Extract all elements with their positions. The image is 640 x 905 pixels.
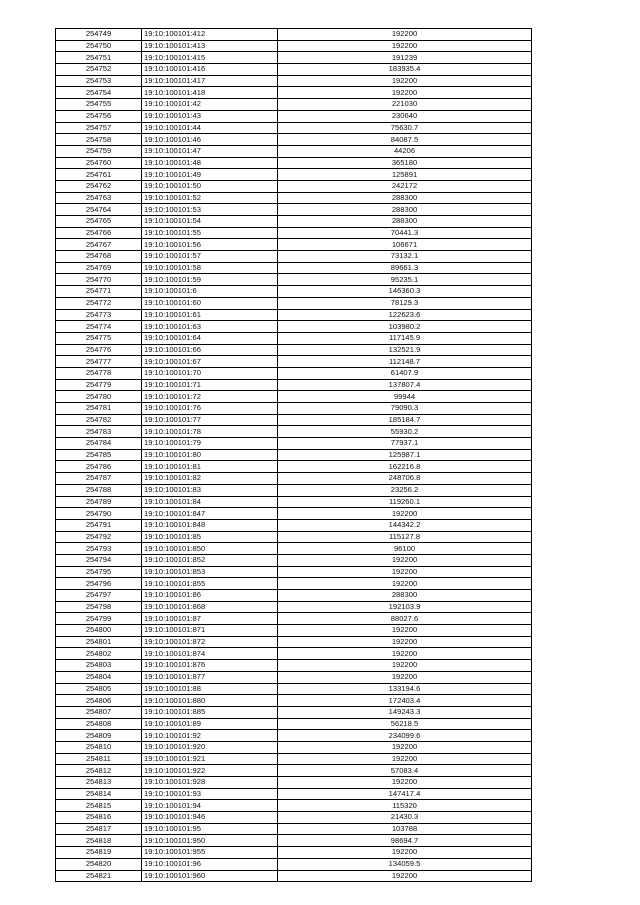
row-number-cell: 254798 xyxy=(56,601,142,613)
value-cell: 172403.4 xyxy=(278,695,532,707)
value-cell: 112148.7 xyxy=(278,356,532,368)
value-cell: 79090.3 xyxy=(278,403,532,415)
value-cell: 119260.1 xyxy=(278,496,532,508)
table-row xyxy=(56,52,532,64)
table-row xyxy=(56,788,532,800)
row-number-cell: 254790 xyxy=(56,508,142,520)
cadastral-number-cell: 19:10:100101:853 xyxy=(142,566,278,578)
row-number-cell: 254757 xyxy=(56,122,142,134)
cadastral-number-cell: 19:10:100101:71 xyxy=(142,379,278,391)
row-number-cell: 254792 xyxy=(56,531,142,543)
row-number-cell: 254780 xyxy=(56,391,142,403)
cadastral-number-cell: 19:10:100101:66 xyxy=(142,344,278,356)
value-cell: 132521.9 xyxy=(278,344,532,356)
cadastral-number-cell: 19:10:100101:874 xyxy=(142,648,278,660)
row-number-cell: 254765 xyxy=(56,216,142,228)
cadastral-number-cell: 19:10:100101:850 xyxy=(142,543,278,555)
row-number-cell: 254756 xyxy=(56,110,142,122)
row-number-cell: 254751 xyxy=(56,52,142,64)
table-row xyxy=(56,180,532,192)
table-row xyxy=(56,227,532,239)
row-number-cell: 254776 xyxy=(56,344,142,356)
cadastral-number-cell: 19:10:100101:921 xyxy=(142,753,278,765)
cadastral-number-cell: 19:10:100101:93 xyxy=(142,788,278,800)
value-cell: 61407.9 xyxy=(278,367,532,379)
row-number-cell: 254778 xyxy=(56,367,142,379)
table-row xyxy=(56,110,532,122)
row-number-cell: 254795 xyxy=(56,566,142,578)
row-number-cell: 254769 xyxy=(56,262,142,274)
table-row xyxy=(56,718,532,730)
value-cell: 192200 xyxy=(278,625,532,637)
value-cell: 21430.3 xyxy=(278,812,532,824)
row-number-cell: 254813 xyxy=(56,777,142,789)
row-number-cell: 254820 xyxy=(56,858,142,870)
table-row xyxy=(56,145,532,157)
table-row xyxy=(56,414,532,426)
value-cell: 103980.2 xyxy=(278,321,532,333)
row-number-cell: 254808 xyxy=(56,718,142,730)
table-row xyxy=(56,683,532,695)
value-cell: 134059.5 xyxy=(278,858,532,870)
cadastral-number-cell: 19:10:100101:871 xyxy=(142,625,278,637)
table-row xyxy=(56,858,532,870)
value-cell: 77937.1 xyxy=(278,438,532,450)
cadastral-number-cell: 19:10:100101:868 xyxy=(142,601,278,613)
cadastral-number-cell: 19:10:100101:80 xyxy=(142,449,278,461)
row-number-cell: 254775 xyxy=(56,332,142,344)
value-cell: 192200 xyxy=(278,508,532,520)
table-row xyxy=(56,157,532,169)
table-row xyxy=(56,64,532,76)
value-cell: 117145.9 xyxy=(278,332,532,344)
cadastral-number-cell: 19:10:100101:950 xyxy=(142,835,278,847)
cadastral-number-cell: 19:10:100101:852 xyxy=(142,554,278,566)
table-row xyxy=(56,87,532,99)
cadastral-number-cell: 19:10:100101:6 xyxy=(142,286,278,298)
cadastral-number-cell: 19:10:100101:885 xyxy=(142,706,278,718)
value-cell: 115127.8 xyxy=(278,531,532,543)
row-number-cell: 254805 xyxy=(56,683,142,695)
cadastral-number-cell: 19:10:100101:922 xyxy=(142,765,278,777)
value-cell: 99944 xyxy=(278,391,532,403)
table-row xyxy=(56,777,532,789)
table-row xyxy=(56,695,532,707)
cadastral-number-cell: 19:10:100101:61 xyxy=(142,309,278,321)
value-cell: 149243.3 xyxy=(278,706,532,718)
table-row xyxy=(56,169,532,181)
table-row xyxy=(56,262,532,274)
value-cell: 192200 xyxy=(278,753,532,765)
value-cell: 137807.4 xyxy=(278,379,532,391)
value-cell: 242172 xyxy=(278,180,532,192)
table-row xyxy=(56,753,532,765)
value-cell: 122623.6 xyxy=(278,309,532,321)
value-cell: 55930.2 xyxy=(278,426,532,438)
row-number-cell: 254779 xyxy=(56,379,142,391)
cadastral-number-cell: 19:10:100101:82 xyxy=(142,473,278,485)
row-number-cell: 254807 xyxy=(56,706,142,718)
value-cell: 98694.7 xyxy=(278,835,532,847)
row-number-cell: 254768 xyxy=(56,251,142,263)
row-number-cell: 254810 xyxy=(56,741,142,753)
cadastral-number-cell: 19:10:100101:46 xyxy=(142,134,278,146)
row-number-cell: 254785 xyxy=(56,449,142,461)
table-row xyxy=(56,636,532,648)
table-row xyxy=(56,625,532,637)
row-number-cell: 254764 xyxy=(56,204,142,216)
table-row xyxy=(56,613,532,625)
table-row xyxy=(56,508,532,520)
cadastral-number-cell: 19:10:100101:848 xyxy=(142,519,278,531)
table-row xyxy=(56,706,532,718)
row-number-cell: 254800 xyxy=(56,625,142,637)
cadastral-number-cell: 19:10:100101:70 xyxy=(142,367,278,379)
table-row xyxy=(56,344,532,356)
cadastral-number-cell: 19:10:100101:960 xyxy=(142,870,278,882)
cadastral-number-cell: 19:10:100101:48 xyxy=(142,157,278,169)
row-number-cell: 254758 xyxy=(56,134,142,146)
cadastral-number-cell: 19:10:100101:52 xyxy=(142,192,278,204)
row-number-cell: 254773 xyxy=(56,309,142,321)
row-number-cell: 254766 xyxy=(56,227,142,239)
value-cell: 44206 xyxy=(278,145,532,157)
table-row xyxy=(56,403,532,415)
table-row xyxy=(56,823,532,835)
table-row xyxy=(56,286,532,298)
row-number-cell: 254817 xyxy=(56,823,142,835)
cadastral-number-cell: 19:10:100101:880 xyxy=(142,695,278,707)
table-row xyxy=(56,356,532,368)
value-cell: 192200 xyxy=(278,578,532,590)
row-number-cell: 254821 xyxy=(56,870,142,882)
cadastral-value-table xyxy=(55,28,532,882)
value-cell: 288300 xyxy=(278,204,532,216)
cadastral-number-cell: 19:10:100101:53 xyxy=(142,204,278,216)
cadastral-number-cell: 19:10:100101:72 xyxy=(142,391,278,403)
cadastral-number-cell: 19:10:100101:96 xyxy=(142,858,278,870)
cadastral-number-cell: 19:10:100101:64 xyxy=(142,332,278,344)
row-number-cell: 254774 xyxy=(56,321,142,333)
row-number-cell: 254803 xyxy=(56,660,142,672)
cadastral-number-cell: 19:10:100101:87 xyxy=(142,613,278,625)
table-row xyxy=(56,566,532,578)
cadastral-number-cell: 19:10:100101:94 xyxy=(142,800,278,812)
row-number-cell: 254818 xyxy=(56,835,142,847)
value-cell: 73132.1 xyxy=(278,251,532,263)
table-row xyxy=(56,122,532,134)
table-row xyxy=(56,554,532,566)
table-row xyxy=(56,379,532,391)
row-number-cell: 254793 xyxy=(56,543,142,555)
value-cell: 70441.3 xyxy=(278,227,532,239)
value-cell: 192200 xyxy=(278,847,532,859)
table-row xyxy=(56,601,532,613)
value-cell: 192200 xyxy=(278,554,532,566)
table-row xyxy=(56,321,532,333)
table-row xyxy=(56,531,532,543)
table-row xyxy=(56,75,532,87)
row-number-cell: 254788 xyxy=(56,484,142,496)
cadastral-number-cell: 19:10:100101:83 xyxy=(142,484,278,496)
cadastral-number-cell: 19:10:100101:877 xyxy=(142,671,278,683)
table-row xyxy=(56,192,532,204)
cadastral-number-cell: 19:10:100101:418 xyxy=(142,87,278,99)
table-row xyxy=(56,332,532,344)
row-number-cell: 254782 xyxy=(56,414,142,426)
row-number-cell: 254814 xyxy=(56,788,142,800)
table-row xyxy=(56,251,532,263)
table-row xyxy=(56,496,532,508)
cadastral-number-cell: 19:10:100101:872 xyxy=(142,636,278,648)
value-cell: 88027.6 xyxy=(278,613,532,625)
cadastral-number-cell: 19:10:100101:84 xyxy=(142,496,278,508)
row-number-cell: 254804 xyxy=(56,671,142,683)
cadastral-number-cell: 19:10:100101:86 xyxy=(142,590,278,602)
table-row xyxy=(56,578,532,590)
value-cell: 162216.8 xyxy=(278,461,532,473)
value-cell: 248706.8 xyxy=(278,473,532,485)
value-cell: 365180 xyxy=(278,157,532,169)
row-number-cell: 254786 xyxy=(56,461,142,473)
cadastral-number-cell: 19:10:100101:89 xyxy=(142,718,278,730)
row-number-cell: 254772 xyxy=(56,297,142,309)
value-cell: 106671 xyxy=(278,239,532,251)
row-number-cell: 254777 xyxy=(56,356,142,368)
cadastral-number-cell: 19:10:100101:415 xyxy=(142,52,278,64)
table-row xyxy=(56,426,532,438)
row-number-cell: 254781 xyxy=(56,403,142,415)
table-row xyxy=(56,835,532,847)
cadastral-number-cell: 19:10:100101:54 xyxy=(142,216,278,228)
table-row xyxy=(56,590,532,602)
table-row xyxy=(56,461,532,473)
row-number-cell: 254799 xyxy=(56,613,142,625)
row-number-cell: 254761 xyxy=(56,169,142,181)
cadastral-number-cell: 19:10:100101:85 xyxy=(142,531,278,543)
value-cell: 84087.5 xyxy=(278,134,532,146)
row-number-cell: 254806 xyxy=(56,695,142,707)
cadastral-number-cell: 19:10:100101:417 xyxy=(142,75,278,87)
row-number-cell: 254809 xyxy=(56,730,142,742)
row-number-cell: 254762 xyxy=(56,180,142,192)
row-number-cell: 254771 xyxy=(56,286,142,298)
row-number-cell: 254752 xyxy=(56,64,142,76)
value-cell: 191239 xyxy=(278,52,532,64)
table-row xyxy=(56,40,532,52)
table-row xyxy=(56,870,532,882)
table-row xyxy=(56,660,532,672)
cadastral-number-cell: 19:10:100101:416 xyxy=(142,64,278,76)
row-number-cell: 254812 xyxy=(56,765,142,777)
cadastral-number-cell: 19:10:100101:60 xyxy=(142,297,278,309)
row-number-cell: 254815 xyxy=(56,800,142,812)
table-row xyxy=(56,449,532,461)
row-number-cell: 254767 xyxy=(56,239,142,251)
value-cell: 288300 xyxy=(278,216,532,228)
value-cell: 185184.7 xyxy=(278,414,532,426)
cadastral-number-cell: 19:10:100101:49 xyxy=(142,169,278,181)
row-number-cell: 254797 xyxy=(56,590,142,602)
value-cell: 57083.4 xyxy=(278,765,532,777)
value-cell: 95235.1 xyxy=(278,274,532,286)
row-number-cell: 254759 xyxy=(56,145,142,157)
cadastral-number-cell: 19:10:100101:847 xyxy=(142,508,278,520)
cadastral-number-cell: 19:10:100101:77 xyxy=(142,414,278,426)
cadastral-number-cell: 19:10:100101:43 xyxy=(142,110,278,122)
value-cell: 192200 xyxy=(278,648,532,660)
value-cell: 78129.3 xyxy=(278,297,532,309)
table-row xyxy=(56,297,532,309)
table-body xyxy=(56,29,532,882)
row-number-cell: 254755 xyxy=(56,99,142,111)
cadastral-number-cell: 19:10:100101:413 xyxy=(142,40,278,52)
table-row xyxy=(56,367,532,379)
row-number-cell: 254796 xyxy=(56,578,142,590)
cadastral-number-cell: 19:10:100101:47 xyxy=(142,145,278,157)
cadastral-number-cell: 19:10:100101:946 xyxy=(142,812,278,824)
value-cell: 192200 xyxy=(278,777,532,789)
table-row xyxy=(56,134,532,146)
value-cell: 192200 xyxy=(278,870,532,882)
cadastral-number-cell: 19:10:100101:81 xyxy=(142,461,278,473)
value-cell: 183935.4 xyxy=(278,64,532,76)
cadastral-number-cell: 19:10:100101:928 xyxy=(142,777,278,789)
row-number-cell: 254811 xyxy=(56,753,142,765)
row-number-cell: 254754 xyxy=(56,87,142,99)
table-row xyxy=(56,730,532,742)
cadastral-number-cell: 19:10:100101:920 xyxy=(142,741,278,753)
value-cell: 125987.1 xyxy=(278,449,532,461)
cadastral-number-cell: 19:10:100101:57 xyxy=(142,251,278,263)
value-cell: 234099.6 xyxy=(278,730,532,742)
value-cell: 288300 xyxy=(278,192,532,204)
cadastral-number-cell: 19:10:100101:59 xyxy=(142,274,278,286)
value-cell: 230640 xyxy=(278,110,532,122)
value-cell: 89661.3 xyxy=(278,262,532,274)
cadastral-number-cell: 19:10:100101:876 xyxy=(142,660,278,672)
cadastral-number-cell: 19:10:100101:42 xyxy=(142,99,278,111)
row-number-cell: 254749 xyxy=(56,29,142,41)
value-cell: 192103.9 xyxy=(278,601,532,613)
cadastral-number-cell: 19:10:100101:88 xyxy=(142,683,278,695)
table-row xyxy=(56,741,532,753)
cadastral-number-cell: 19:10:100101:58 xyxy=(142,262,278,274)
row-number-cell: 254801 xyxy=(56,636,142,648)
table-row xyxy=(56,671,532,683)
value-cell: 192200 xyxy=(278,636,532,648)
table-row xyxy=(56,800,532,812)
cadastral-number-cell: 19:10:100101:67 xyxy=(142,356,278,368)
table-row xyxy=(56,216,532,228)
table-row xyxy=(56,438,532,450)
cadastral-number-cell: 19:10:100101:955 xyxy=(142,847,278,859)
cadastral-number-cell: 19:10:100101:56 xyxy=(142,239,278,251)
row-number-cell: 254802 xyxy=(56,648,142,660)
row-number-cell: 254794 xyxy=(56,554,142,566)
table-row xyxy=(56,239,532,251)
row-number-cell: 254753 xyxy=(56,75,142,87)
cadastral-number-cell: 19:10:100101:92 xyxy=(142,730,278,742)
table-row xyxy=(56,847,532,859)
value-cell: 125891 xyxy=(278,169,532,181)
table-row xyxy=(56,812,532,824)
cadastral-number-cell: 19:10:100101:78 xyxy=(142,426,278,438)
value-cell: 146360.3 xyxy=(278,286,532,298)
cadastral-number-cell: 19:10:100101:855 xyxy=(142,578,278,590)
value-cell: 56218.5 xyxy=(278,718,532,730)
table-row xyxy=(56,473,532,485)
cadastral-number-cell: 19:10:100101:79 xyxy=(142,438,278,450)
cadastral-number-cell: 19:10:100101:76 xyxy=(142,403,278,415)
cadastral-number-cell: 19:10:100101:412 xyxy=(142,29,278,41)
row-number-cell: 254770 xyxy=(56,274,142,286)
cadastral-number-cell: 19:10:100101:50 xyxy=(142,180,278,192)
table-row xyxy=(56,519,532,531)
row-number-cell: 254787 xyxy=(56,473,142,485)
value-cell: 96100 xyxy=(278,543,532,555)
row-number-cell: 254783 xyxy=(56,426,142,438)
row-number-cell: 254819 xyxy=(56,847,142,859)
table-row xyxy=(56,309,532,321)
row-number-cell: 254816 xyxy=(56,812,142,824)
value-cell: 192200 xyxy=(278,671,532,683)
value-cell: 133194.6 xyxy=(278,683,532,695)
table-row xyxy=(56,543,532,555)
row-number-cell: 254760 xyxy=(56,157,142,169)
table-row xyxy=(56,204,532,216)
value-cell: 192200 xyxy=(278,40,532,52)
table-row xyxy=(56,99,532,111)
table-row xyxy=(56,274,532,286)
value-cell: 288300 xyxy=(278,590,532,602)
value-cell: 147417.4 xyxy=(278,788,532,800)
value-cell: 192200 xyxy=(278,566,532,578)
value-cell: 192200 xyxy=(278,29,532,41)
cadastral-number-cell: 19:10:100101:95 xyxy=(142,823,278,835)
cadastral-number-cell: 19:10:100101:44 xyxy=(142,122,278,134)
row-number-cell: 254791 xyxy=(56,519,142,531)
table-row xyxy=(56,765,532,777)
table-row xyxy=(56,29,532,41)
cadastral-number-cell: 19:10:100101:55 xyxy=(142,227,278,239)
value-cell: 144342.2 xyxy=(278,519,532,531)
row-number-cell: 254750 xyxy=(56,40,142,52)
value-cell: 192200 xyxy=(278,741,532,753)
cadastral-number-cell: 19:10:100101:63 xyxy=(142,321,278,333)
value-cell: 192200 xyxy=(278,75,532,87)
table-row xyxy=(56,648,532,660)
value-cell: 221030 xyxy=(278,99,532,111)
value-cell: 23256.2 xyxy=(278,484,532,496)
value-cell: 115320 xyxy=(278,800,532,812)
table-row xyxy=(56,391,532,403)
row-number-cell: 254784 xyxy=(56,438,142,450)
value-cell: 192200 xyxy=(278,660,532,672)
row-number-cell: 254763 xyxy=(56,192,142,204)
value-cell: 192200 xyxy=(278,87,532,99)
row-number-cell: 254789 xyxy=(56,496,142,508)
value-cell: 103788 xyxy=(278,823,532,835)
table-row xyxy=(56,484,532,496)
value-cell: 75630.7 xyxy=(278,122,532,134)
